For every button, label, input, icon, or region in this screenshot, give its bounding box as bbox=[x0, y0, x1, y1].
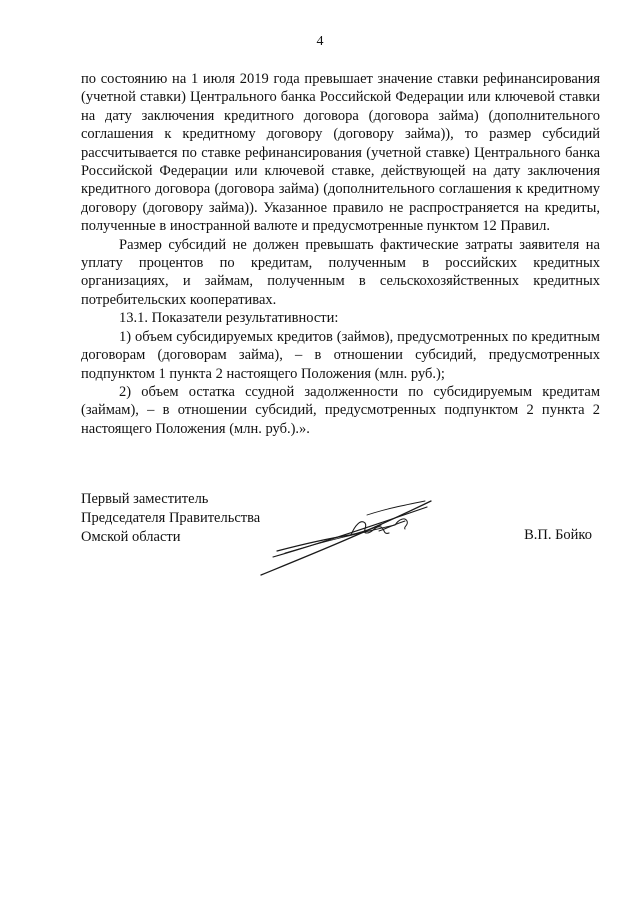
document-body bbox=[81, 70, 600, 438]
position-line-3: Омской области bbox=[81, 529, 181, 545]
paragraph-performance-heading: 13.1. Показатели результативности: bbox=[119, 310, 339, 327]
signatory-position bbox=[81, 490, 260, 547]
paragraph-subsidy-limit: Размер субсидий не должен превышать фактические затраты заявителя на уплату процентов по кредитам, полученным в российских кредитных организациях, и займам, полученным в сельскохозяйственных кредитных потребительских кооперативах. bbox=[81, 236, 600, 308]
paragraph-continuation: по состоянию на 1 июля 2019 года превышает значение ставки рефинансирования (учетной ставки) Центрального банка Российской Федерации или ключевой ставки на дату заключения кредитного договора (договора займа) (дополнительного соглашения к кредитному договору (договору займа)), то размер субсидий рассчитывается по ставке рефинансирования (учетной ставке) Центрального банка Российской Федерации или ключевой ставке, действующей на дату заключения кредитного договора (договора займа) (дополнительного соглашения к кредитному договору (договору займа)). Указанное правило не распространяется на кредиты, полученные в иностранной валюте и предусмотренные пунктом 12 Правил. bbox=[81, 71, 600, 235]
handwritten-signature bbox=[255, 495, 440, 580]
paragraph-indicator-2: 2) объем остатка ссудной задолженности по субсидируемым кредитам (займам), – в отношении субсидий, предусмотренных подпунктом 2 пункта 2 настоящего Положения (млн. руб.).». bbox=[81, 383, 600, 437]
position-line-2: Председателя Правительства bbox=[81, 510, 261, 526]
position-line-1: Первый заместитель bbox=[81, 491, 209, 507]
page-number: 4 bbox=[316, 34, 324, 49]
signer-name: В.П. Бойко bbox=[524, 527, 592, 543]
paragraph-indicator-1: 1) объем субсидируемых кредитов (займов), предусмотренных по кредитным договорам (договорам займа), – в отношении субсидий, предусмотренных подпунктом 1 пункта 2 настоящего Положения (млн. руб.); bbox=[81, 328, 600, 382]
